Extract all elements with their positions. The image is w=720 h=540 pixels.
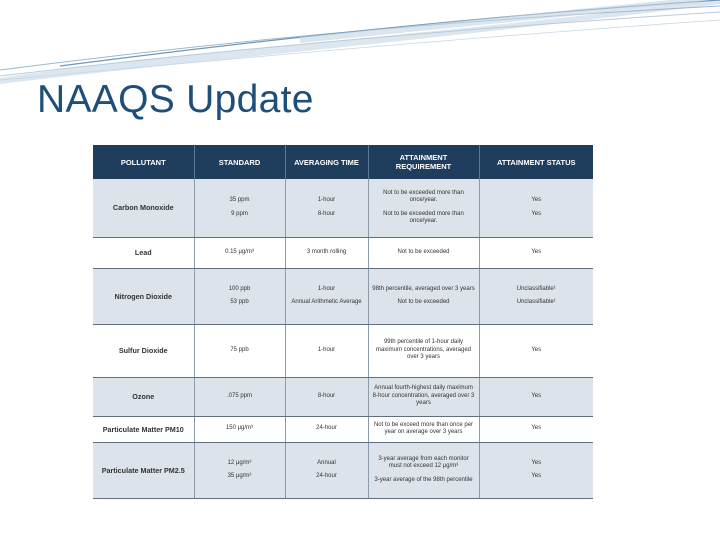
standard-cell [194, 442, 285, 498]
table-row [93, 442, 593, 498]
status-cell [479, 268, 593, 324]
pollutant-cell: Particulate Matter PM10 [93, 416, 194, 442]
status-cell [479, 324, 593, 377]
status-value: Unclassifiable¹ [516, 285, 556, 292]
requirement-value: Annual fourth-highest daily maximum 8-hour concentration, averaged over 3 years [372, 385, 475, 407]
requirement-value: Not to be exceeded more than once/year. [383, 189, 464, 204]
averaging-time-value: 24-hour [316, 473, 337, 479]
status-cell [479, 237, 593, 268]
table-row [93, 179, 593, 237]
requirement-cell [368, 442, 479, 498]
requirement-value: Not to be exceeded [397, 299, 450, 305]
requirement-cell [368, 179, 479, 237]
standard-value: 0.15 µg/m³ [225, 248, 254, 255]
table-row [93, 416, 593, 442]
standard-cell [194, 416, 285, 442]
standard-value: 35 µg/m³ [227, 473, 252, 479]
averaging-time-value: Annual Arithmetic Average [291, 299, 362, 305]
standard-cell [194, 237, 285, 268]
pollutant-cell: Nitrogen Dioxide [93, 268, 194, 324]
slide-title: NAAQS Update [37, 78, 314, 121]
header-standard: STANDARD [194, 145, 285, 179]
standard-cell [194, 324, 285, 377]
standard-cell [194, 377, 285, 416]
table-image-frame [86, 138, 600, 516]
requirement-cell [368, 416, 479, 442]
status-cell [479, 179, 593, 237]
averaging-time-cell [285, 442, 368, 498]
status-value: Yes [531, 425, 542, 432]
requirement-cell [368, 268, 479, 324]
standard-value: .075 ppm [226, 392, 253, 399]
status-cell [479, 416, 593, 442]
averaging-time-cell [285, 416, 368, 442]
requirement-value: Not to be exceeded [397, 248, 450, 255]
status-value: Yes [531, 346, 542, 353]
status-value: Yes [531, 459, 542, 466]
requirement-value: 3-year average from each monitor must not exceed 12 µg/m³ [378, 455, 469, 470]
header-pollutant: POLLUTANT [93, 145, 194, 179]
table-header-row [93, 145, 593, 179]
standard-value: 100 ppb [228, 285, 251, 292]
table-row [93, 268, 593, 324]
requirement-cell [368, 324, 479, 377]
pollutant-cell: Ozone [93, 377, 194, 416]
averaging-time-value: 1-hour [317, 197, 336, 204]
status-value: Yes [531, 197, 542, 204]
pollutant-cell: Particulate Matter PM2.5 [93, 442, 194, 498]
averaging-time-cell [285, 179, 368, 237]
requirement-value: 98th percentile, averaged over 3 years [372, 285, 475, 292]
standard-value: 53 ppb [230, 299, 249, 305]
status-value: Yes [531, 210, 542, 217]
status-cell [479, 377, 593, 416]
status-value: Yes [531, 392, 542, 399]
requirement-value: 3-year average of the 98th percentile [374, 476, 473, 483]
standard-value: 12 µg/m³ [227, 459, 252, 466]
naaqs-table [93, 145, 593, 499]
standard-value: 75 ppb [230, 346, 249, 353]
averaging-time-value: 24-hour [316, 425, 337, 432]
pollutant-cell: Carbon Monoxide [93, 179, 194, 237]
table-row [93, 377, 593, 416]
header-attainment-status: ATTAINMENT STATUS [479, 145, 593, 179]
status-value: Yes [531, 473, 542, 479]
table-row [93, 324, 593, 377]
averaging-time-value: 3 month rolling [306, 248, 347, 255]
averaging-time-value: Annual [317, 459, 336, 466]
header-averaging-time: AVERAGING TIME [285, 145, 368, 179]
averaging-time-value: 8-hour [317, 392, 336, 399]
averaging-time-value: 1-hour [317, 285, 336, 292]
averaging-time-value: 1-hour [317, 346, 336, 353]
requirement-cell [368, 377, 479, 416]
standard-cell [194, 268, 285, 324]
averaging-time-cell [285, 268, 368, 324]
requirement-value: 99th percentile of 1-hour daily maximum concentrations, averaged over 3 years [375, 339, 472, 361]
status-value: Yes [531, 248, 542, 255]
standard-value: 150 µg/m³ [225, 425, 254, 432]
standard-value: 9 ppm [231, 210, 248, 217]
standard-value: 35 ppm [229, 197, 250, 204]
header-attainment-requirement: ATTAINMENT REQUIREMENT [368, 145, 479, 179]
title-swoosh-decoration [0, 0, 720, 90]
pollutant-cell: Lead [93, 237, 194, 268]
averaging-time-cell [285, 324, 368, 377]
requirement-cell [368, 237, 479, 268]
requirement-value: Not to be exceeded more than once/year. [383, 210, 464, 225]
standard-cell [194, 179, 285, 237]
requirement-value: Not to be exceed more than once per year on average over 3 years [373, 421, 474, 435]
table-row [93, 237, 593, 268]
pollutant-cell: Sulfur Dioxide [93, 324, 194, 377]
averaging-time-cell [285, 237, 368, 268]
status-cell [479, 442, 593, 498]
averaging-time-value: 8-hour [317, 210, 336, 217]
averaging-time-cell [285, 377, 368, 416]
status-value: Unclassifiable¹ [516, 299, 556, 305]
